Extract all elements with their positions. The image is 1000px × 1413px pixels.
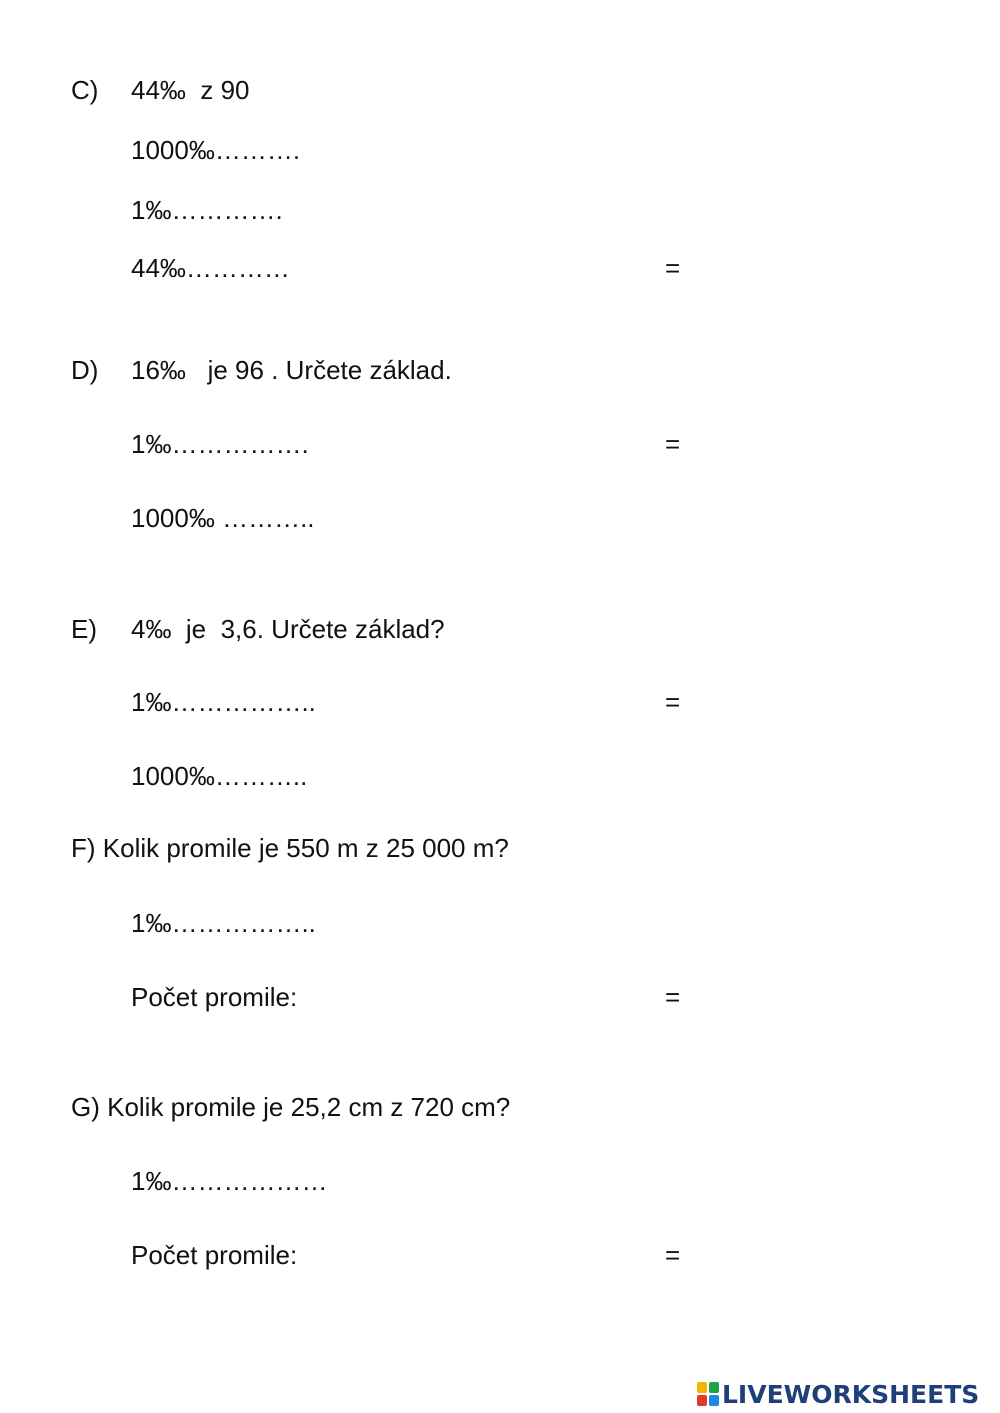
task-c-step-1: 1‰………….: [131, 195, 283, 225]
liveworksheets-brand-text: LIVEWORKSHEETS: [722, 1379, 980, 1409]
task-c-equals: =: [665, 253, 681, 283]
task-g-count-label: Počet promile:: [131, 1240, 298, 1270]
liveworksheets-logo-icon: [697, 1382, 719, 1406]
task-g-question: G) Kolik promile je 25,2 cm z 720 cm?: [71, 1092, 511, 1122]
task-d-equals: =: [665, 429, 681, 459]
task-d-step-1000: 1000‰ ………..: [131, 503, 315, 533]
liveworksheets-logo: [697, 1378, 979, 1410]
task-c-step-1000: 1000‰……….: [131, 135, 301, 165]
task-c-label: C): [71, 75, 99, 105]
task-f-count-label: Počet promile:: [131, 982, 298, 1012]
task-e-step-1000: 1000‰………..: [131, 761, 308, 791]
task-d-label: D): [71, 355, 99, 385]
task-f-step-1: 1‰……………..: [131, 908, 316, 938]
task-g-equals: =: [665, 1240, 681, 1270]
task-f-question: F) Kolik promile je 550 m z 25 000 m?: [71, 833, 509, 863]
task-d-step-1: 1‰…………….: [131, 429, 309, 459]
task-f-equals: =: [665, 982, 681, 1012]
task-d-prompt: 16‰ je 96 . Určete základ.: [131, 355, 452, 385]
task-e-step-1: 1‰……………..: [131, 687, 316, 717]
task-g-step-1: 1‰………………: [131, 1166, 328, 1196]
task-e-label: E): [71, 614, 97, 644]
task-c-prompt: 44‰ z 90: [131, 75, 250, 105]
task-e-prompt: 4‰ je 3,6. Určete základ?: [131, 614, 445, 644]
task-c-step-44: 44‰…………: [131, 253, 290, 283]
task-e-equals: =: [665, 687, 681, 717]
